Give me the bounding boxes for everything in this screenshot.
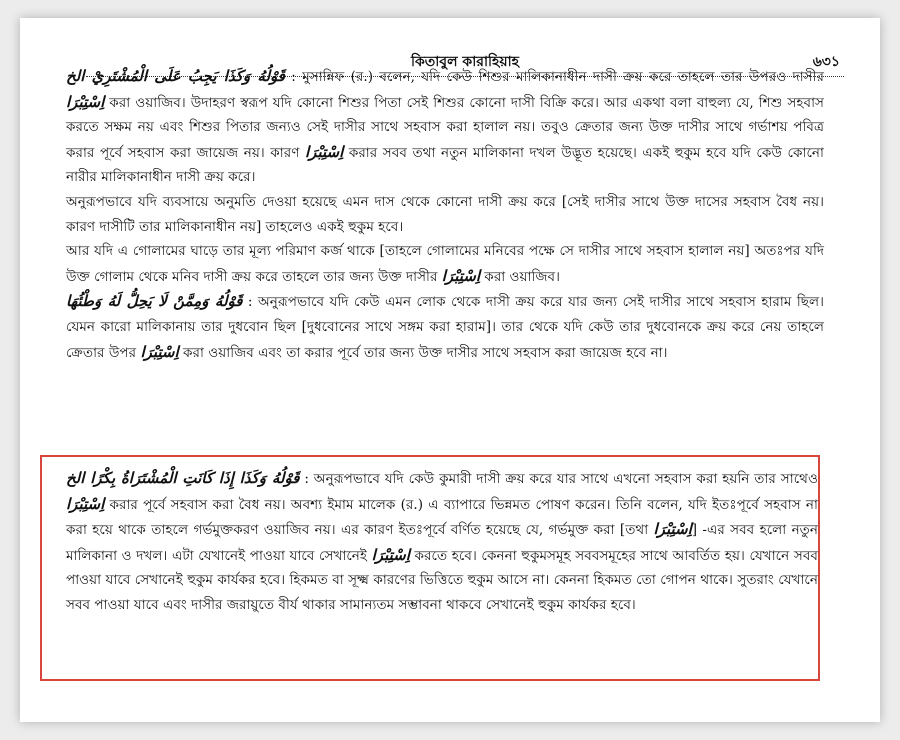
paragraph-text: করার সবব তথা নতুন মালিকানা দখল উদ্ভূত হয়েছে। একই হুকুম হবে যদি কেউ কোনো নারীর মালিকানাধীন দাসী ক্রয় করে। (66, 144, 824, 186)
page-number: ৬৩১ (812, 54, 840, 70)
highlighted-paragraph (66, 466, 818, 618)
arabic-term: اِسْتِبْرَا (140, 342, 179, 361)
paragraph-4 (66, 289, 824, 365)
arabic-term: اِسْتِبْرَا (66, 494, 105, 513)
paragraph-text: : মুসান্নিফ (র.) বলেন, যদি কেউ শিশুর মালিকানাধীন দাসী ক্রয় করে তাহলে তার উপরও দাসীর (284, 69, 824, 85)
paragraph-text: আর যদি এ গোলামের ঘাড়ে তার মূল্য পরিমাণ কর্জ থাকে [তাহলে গোলামের মনিবের পক্ষে সে দাসীর সাথে সহবাস হালাল নয়] অতঃপর যদি উক্ত গোলাম থেকে মনিব দাসী ক্রয় করে তাহলে তার জন্য উক্ত দাসীর (66, 243, 824, 285)
paragraph-text: করা ওয়াজিব এবং তা করার পূর্বে তার জন্য উক্ত দাসীর সাথে সহবাস করা জায়েজ হবে না। (178, 344, 668, 361)
paragraph-text: করা ওয়াজিব। উদাহরণ স্বরূপ যদি কোনো শিশুর পিতা সেই শিশুর কোনো দাসী বিক্রি করে। আর একথা বলা বাহুল্য যে, শিশু সহবাস করতে সক্ষম নয় এবং শিশুর পিতার জন্যও সেই দাসীর সাথে সহবাস করা হালাল নয়। তবুও ক্রেতার জন্য উক্ত দাসীর সাথে গর্ভাশয় পবিত্র করার পূর্বে সহবাস করা জায়েজ নয়। কারণ (66, 94, 824, 161)
arabic-term: اِسْتِبْرَا (66, 92, 105, 111)
paragraph-5 (66, 466, 818, 618)
arabic-term: اِسْتِبْرَا (305, 142, 344, 161)
paragraph-text: : অনুরূপভাবে যদি কেউ এমন লোক থেকে দাসী ক্রয় করে যার জন্য সেই দাসীর সাথে সহবাস হারাম ছিল। যেমন কারো মালিকানায় তার দুধবোন ছিল [দুধবোনের সাথে সঙ্গম করা হারাম]। তার থেকে যদি কেউ তার দুধবোনকে ক্রয় করে নেয় তাহলে ক্রেতার উপর (66, 294, 824, 361)
paragraph-1 (66, 64, 824, 190)
chapter-title: কিতাবুল কারাহিয়াহ (410, 54, 520, 70)
paragraph-text: করতে হবে। কেননা হুকুমসমূহ সববসমূহের সাথে আবর্তিত হয়। যেখানে সবব পাওয়া যাবে সেখানেই হুকুম কার্যকর হবে। হিকমত বা সূক্ষ্ম কারণের ভিত্তিতে হুকুম আসে না। কেননা হিকমত তো গোপন থাকে। সুতরাং যেখানে সবব পাওয়া যাবে এবং দাসীর জরায়ুতে বীর্য থাকার সামান্যতম সম্ভাবনা থাকবে সেখানেই হুকুম কার্যকর হবে। (66, 547, 818, 613)
paragraph-text: করার পূর্বে সহবাস করা বৈধ নয়। অবশ্য ইমাম মালেক (র.) এ ব্যাপারে ভিন্নমত পোষণ করেন। তিনি বলেন, যদি ইতঃপূর্বে সহবাস না করা হয়ে থাকে তাহলে গর্ভমুক্তকরণ ওয়াজিব নয়। এর কারণ ইতঃপূর্বে বর্ণিত হয়েছে যে, গর্ভমুক্ত করা [তথা (66, 496, 818, 539)
paragraph-2: অনুরূপভাবে যদি ব্যবসায়ে অনুমতি দেওয়া হয়েছে এমন দাস থেকে কোনো দাসী ক্রয় করে [সেই দাসীর সাথে উক্ত দাসের সহবাস বৈধ নয়। কারণ দাসীটি তার মালিকানাধীন নয়] তাহলেও একই হুকুম হবে। (66, 193, 824, 235)
arabic-term: اِسْتِبْرَا (371, 545, 410, 564)
paragraph-text: : অনুরূপভাবে যদি কেউ কুমারী দাসী ক্রয় করে যার সাথে এখনো সহবাস করা হয়নি তার সাথেও (299, 471, 818, 487)
arabic-term: اِسْتِبْرَا (653, 520, 692, 539)
arabic-term: اِسْتِبْرَا (441, 266, 480, 285)
arabic-quote: قَوْلُهُ وَمِمَّنْ لَا يَحِلُّ لَهُ وَطْئُهَا (66, 292, 243, 311)
body-text (66, 64, 824, 365)
arabic-quote: قَوْلُهُ وَكَذَا يَجِبُ عَلَى الْمُشْتَرِيْ الخ (66, 67, 285, 85)
paragraph-text: করা ওয়াজিব। (479, 268, 560, 285)
paragraph-3 (66, 239, 824, 289)
paragraph-text: ] -এর সবব হলো নতুন মালিকানা ও দখল। এটা যেখানেই পাওয়া যাবে সেখানেই (66, 522, 818, 564)
arabic-quote: قَوْلُهُ وَكَذَا إِذَا كَانَتِ الْمُشْتَرَاةُ بِكْرًا الخ (66, 469, 300, 487)
